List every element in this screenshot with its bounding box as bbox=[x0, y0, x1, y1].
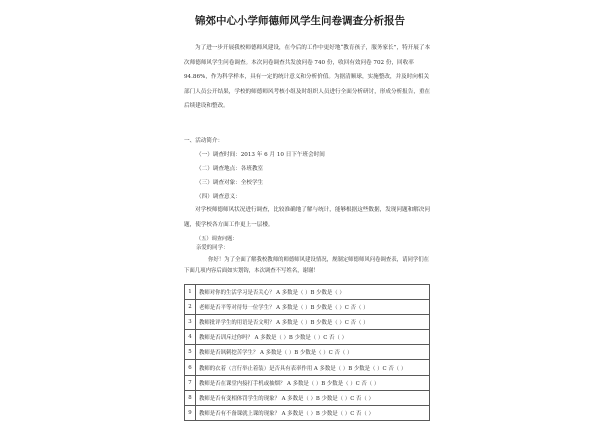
survey-question-row bbox=[185, 405, 430, 420]
intro-paragraph: 为了进一步开展我校师德师风建设，在今后的工作中更好地“教育孩子，服务家长”，特开展了本次师德师风学生问卷调查。本次问卷调查共发放问卷 740 份，收回有效问卷 702 份，回收率 94.86%，作为科学样本，具有一定的统计意义和分析价值。为据清顺球，实施整改，并及时向相关部门人员公开结果，学校的师德师风考核小组及时组织人员进行全面分析研讨，形成分析报告，重在后续建设和整改。 bbox=[184, 45, 431, 109]
question-number: 6 bbox=[185, 360, 196, 375]
question-number: 5 bbox=[185, 345, 196, 360]
item-survey-location: （二）调查地点：各班教室 bbox=[196, 166, 264, 172]
question-text: 教师是否有变相体罚学生的现象？ A 多数是（ ）B 少数是（ ）C 否（ ） bbox=[196, 390, 430, 405]
survey-question-row bbox=[185, 315, 430, 330]
question-text: 教师是否训斥过你吗？ A 多数是（ ）B 少数是（ ）C 否（ ） bbox=[196, 330, 430, 345]
survey-question-row bbox=[185, 360, 430, 375]
question-text: 教师是否讽刺挖苦学生？ A 多数是（ ）B 少数是（ ）C 否（ ） bbox=[196, 345, 430, 360]
question-text: 教师是否在课堂内接打手机或抽烟？ A 多数是（ ）B 少数是（ ）C 否（ ） bbox=[196, 375, 430, 390]
question-number: 9 bbox=[185, 405, 196, 420]
significance-paragraph: 对学校师德师风状况进行调查，比较准确地了解与统计，能够根据这些数据，发现问题和解决问题，使学校各方面工作更上一层楼。 bbox=[184, 207, 430, 228]
letter-text: 你好！为了全面了解我校教师的师德师风建设情况，规制定师德师风问卷调查表，请同学们在下面几项内容后面如实划钩，本次调查不写姓名，谢谢！ bbox=[184, 256, 430, 274]
document-title: 锦郊中心小学师德师风学生问卷调查分析报告 bbox=[195, 15, 405, 27]
survey-question-row bbox=[185, 285, 430, 300]
letter-block bbox=[184, 243, 432, 278]
question-text: 教师的衣着（言行举止着装）是否具有表率作用 A 多数是（ ）B 少数是（ ）C 否（ ） bbox=[196, 360, 430, 375]
item-survey-time: （一）调查时间：2013 年 6 月 10 日下午班会时间 bbox=[196, 152, 325, 158]
greeting-text: 亲爱的同学： bbox=[196, 245, 229, 251]
question-number: 7 bbox=[185, 375, 196, 390]
question-number: 3 bbox=[185, 315, 196, 330]
survey-question-row bbox=[185, 300, 430, 315]
item-survey-target: （三）调查对象：全校学生 bbox=[196, 180, 264, 186]
survey-question-row bbox=[185, 345, 430, 360]
item-survey-questions: （五）调查问题： bbox=[196, 236, 238, 242]
question-number: 4 bbox=[185, 330, 196, 345]
survey-question-row bbox=[185, 390, 430, 405]
survey-question-row bbox=[185, 330, 430, 345]
question-number: 2 bbox=[185, 300, 196, 315]
survey-question-row bbox=[185, 375, 430, 390]
question-text: 教师对你的生活学习是否关心？ A 多数是（ ）B 少数是（ ） bbox=[196, 285, 430, 300]
survey-table bbox=[184, 284, 430, 421]
question-text: 教师批评学生的用语是否文明？ A 多数是（ ）B 少数是（ ）C 否（ ） bbox=[196, 315, 430, 330]
question-number: 1 bbox=[185, 285, 196, 300]
section-heading-activity: 一、活动简介： bbox=[184, 138, 224, 144]
question-text: 老师是否平等对待每一位学生？ A 多数是（ ）B 少数是（ ）C 否（ ） bbox=[196, 300, 430, 315]
item-survey-significance: （四）调查意义： bbox=[196, 194, 241, 200]
question-number: 8 bbox=[185, 390, 196, 405]
question-text: 教师是否有不备课就上课的现象？ A 多数是（ ）B 少数是（ ）C 否（ ） bbox=[196, 405, 430, 420]
